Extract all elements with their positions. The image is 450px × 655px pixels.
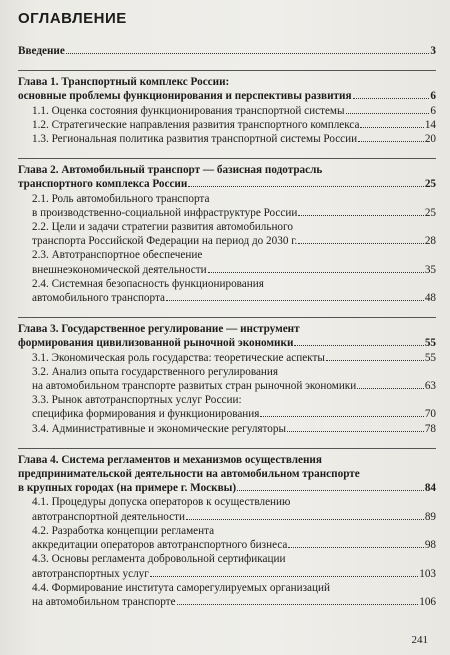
toc-entry-last-line [32, 567, 436, 581]
toc-entry-last-line [32, 595, 436, 609]
toc-entry-last-line [32, 206, 436, 220]
toc-entry-section [18, 220, 436, 248]
toc-entry-page: 89 [424, 510, 436, 523]
toc-entry-section [18, 351, 436, 365]
toc-entry-line: 4.2. Разработка концепции регламента [32, 524, 215, 537]
toc-entry-label: 1.3. Региональная политика развития транспортной системы России [32, 133, 358, 146]
toc-entry-page: 25 [424, 206, 436, 219]
spacer [18, 305, 436, 315]
toc-entry-page: 63 [424, 380, 436, 393]
toc-entry-page: 55 [424, 337, 436, 350]
toc-entry-label: основные проблемы функционирования и перспективы развития [18, 90, 352, 103]
toc-entry-page: 6 [430, 104, 436, 117]
toc-entry-section [18, 524, 436, 552]
toc-entry-label: на автомобильном транспорте развитых стран рыночной экономики [32, 380, 357, 393]
dot-leader [298, 214, 423, 216]
toc-entry-last-line [18, 336, 436, 350]
toc-entry-last-line [18, 177, 436, 191]
toc-entry-last-line [32, 510, 436, 524]
toc-entry-page: 55 [424, 351, 436, 364]
toc-entry-page: 14 [424, 118, 436, 131]
toc-entry-last-line [32, 351, 436, 365]
dot-leader [66, 52, 430, 54]
toc-entry-page: 106 [419, 595, 436, 608]
toc-entry-chapter [18, 75, 436, 103]
toc-entry-chapter [18, 322, 436, 350]
page-number: 241 [411, 634, 428, 646]
toc-entry-page: 103 [419, 567, 436, 580]
toc-entry-line: 4.3. Основы регламента добровольной сертификации [32, 553, 286, 566]
dot-leader [358, 140, 424, 142]
toc-entry-last-line [32, 422, 436, 436]
toc-entry-line: 2.4. Системная безопасность функционирования [32, 277, 264, 290]
table-of-contents [18, 44, 436, 609]
toc-entry-page: 35 [424, 263, 436, 276]
dot-leader [298, 242, 423, 244]
dot-leader [353, 97, 430, 99]
toc-entry-line: Глава 4. Система регламентов и механизмов осуществления [18, 453, 322, 466]
toc-entry-last-line [18, 481, 436, 495]
toc-entry-last-line [32, 234, 436, 248]
toc-entry-last-line [32, 538, 436, 552]
toc-entry-label: Введение [18, 45, 65, 57]
dot-leader [287, 430, 424, 432]
chapter-block [18, 453, 436, 609]
toc-entry-page: 20 [424, 133, 436, 146]
toc-entry-label: автотранспортных услуг [32, 567, 149, 580]
toc-entry-line: Глава 3. Государственное регулирование — инструмент [18, 323, 300, 336]
dot-leader [346, 112, 430, 114]
toc-entry-last-line [32, 132, 436, 146]
divider [18, 317, 436, 318]
toc-entry-line: 2.2. Цели и задачи стратегии развития автомобильного [32, 221, 293, 234]
toc-entry-last-line [32, 104, 436, 118]
toc-entry-section [18, 192, 436, 220]
toc-entry-last-line [18, 89, 436, 103]
dot-leader [260, 415, 423, 417]
dot-leader [208, 271, 424, 273]
divider [18, 70, 436, 71]
toc-entry-section [18, 495, 436, 523]
toc-entry-line: 3.2. Анализ опыта государственного регулирования [32, 365, 279, 378]
spacer [18, 436, 436, 446]
toc-entry-line: 3.3. Рынок автотранспортных услуг России: [32, 394, 242, 407]
toc-entry-last-line [32, 263, 436, 277]
dot-leader [294, 344, 423, 346]
toc-entry-section [18, 277, 436, 305]
toc-entry-page: 25 [424, 178, 436, 191]
toc-title: ОГЛАВЛЕНИЕ [18, 10, 127, 27]
toc-entry-line: 4.4. Формирование института саморегулируемых организаций [32, 581, 330, 594]
toc-entry-last-line [32, 118, 436, 132]
toc-entry-label: на автомобильном транспорте [32, 595, 176, 608]
divider [18, 158, 436, 159]
toc-entry-line: 2.1. Роль автомобильного транспорта [32, 192, 210, 205]
chapter-block [18, 163, 436, 305]
toc-entry-last-line [32, 291, 436, 305]
dot-leader [288, 546, 423, 548]
toc-entry-page: 84 [424, 482, 436, 495]
toc-entry-page: 98 [424, 539, 436, 552]
toc-entry-line: 2.3. Автотранспортное обеспечение [32, 249, 203, 262]
toc-entry-label: 3.1. Экономическая роль государства: теоретические аспекты [32, 351, 325, 364]
dot-leader [188, 185, 423, 187]
toc-entry-section [18, 552, 436, 580]
toc-entry-page: 78 [424, 422, 436, 435]
dot-leader [357, 387, 424, 389]
toc-entry-label: внешнеэкономической деятельности [32, 263, 207, 276]
toc-entry-section [18, 581, 436, 609]
toc-entry-label: автомобильного транспорта [32, 292, 165, 305]
dot-leader [326, 359, 424, 361]
toc-entry-chapter [18, 453, 436, 496]
dot-leader [177, 603, 419, 605]
toc-entry-section [18, 132, 436, 146]
toc-entry-label: формирования цивилизованной рыночной экономики [18, 337, 294, 350]
dot-leader [166, 299, 424, 301]
toc-entry-chapter [18, 163, 436, 191]
toc-entry-label: специфика формирования и функционирования [32, 408, 260, 421]
toc-entry-page: 3 [430, 45, 436, 57]
toc-entry-line: 4.1. Процедуры допуска операторов к осуществлению [32, 496, 291, 509]
toc-entry-last-line [32, 407, 436, 421]
toc-entry-label: в производственно-социальной инфраструктуре России [32, 206, 298, 219]
toc-entry-line: Глава 1. Транспортный комплекс России: [18, 76, 230, 89]
toc-entry-page: 70 [424, 408, 436, 421]
toc-entry-section [18, 248, 436, 276]
toc-entry-section [18, 365, 436, 393]
toc-entry-label: 1.1. Оценка состояния функционирования транспортной системы [32, 104, 345, 117]
toc-entry-page: 28 [424, 235, 436, 248]
toc-entry-page: 48 [424, 292, 436, 305]
toc-entry-label: в крупных городах (на примере г. Москвы) [18, 482, 237, 495]
spacer [18, 146, 436, 156]
dot-leader [360, 126, 423, 128]
toc-entry-intro [18, 44, 436, 58]
toc-entry-line: Глава 2. Автомобильный транспорт — базисная подотрасль [18, 164, 323, 177]
chapter-block [18, 322, 436, 436]
toc-entry-line: предпринимательской деятельности на автомобильном транспорте [18, 468, 360, 481]
toc-entry-label: транспорта Российской Федерации на период до 2030 г. [32, 235, 298, 248]
chapter-list [18, 58, 436, 609]
toc-entry-label: 3.4. Административные и экономические регуляторы [32, 422, 287, 435]
toc-entry-label: аккредитации операторов автотранспортного бизнеса [32, 539, 288, 552]
toc-entry-last-line [32, 379, 436, 393]
dot-leader [150, 575, 418, 577]
toc-entry-section [18, 104, 436, 118]
toc-entry-section [18, 393, 436, 421]
toc-entry-section [18, 118, 436, 132]
toc-entry-label: транспортного комплекса России [18, 178, 188, 191]
dot-leader [237, 489, 424, 491]
toc-entry-section [18, 422, 436, 436]
dot-leader [186, 518, 424, 520]
toc-entry-label: 1.2. Стратегические направления развития транспортного комплекса [32, 118, 360, 131]
chapter-block [18, 75, 436, 146]
toc-entry-page: 6 [430, 90, 436, 103]
divider [18, 448, 436, 449]
spacer [18, 58, 436, 68]
toc-entry-label: автотранспортной деятельности [32, 510, 186, 523]
